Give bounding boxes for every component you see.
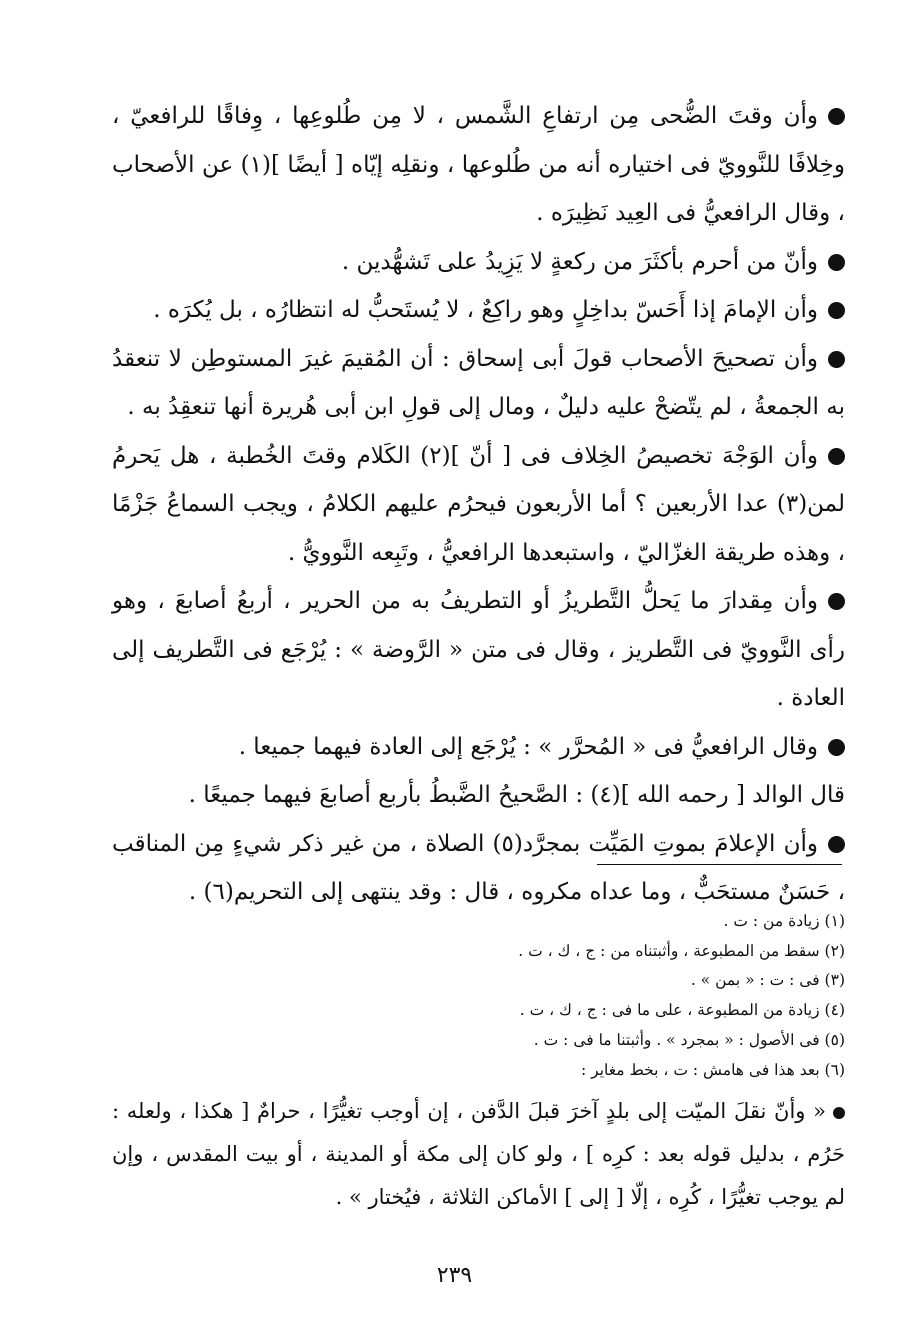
footnote-4: (٤) زيادة من المطبوعة ، على ما فى : ج ، ك ، ت . [519, 1001, 845, 1020]
bullet-icon [828, 448, 845, 465]
paragraph-3 [112, 286, 845, 335]
paragraph-text: وقال الرافعيُّ فى « المُحرَّر » : يُرْجَع إلى العادة فيهما جميعا . [238, 733, 818, 760]
paragraph-6 [112, 577, 845, 723]
paragraph-8 [112, 771, 845, 820]
page-number: ٢٣٩ [436, 1263, 473, 1288]
main-text [112, 92, 845, 917]
paragraph-text: وأن مِقدارَ ما يَحلُّ التَّطريزُ أو التطريفُ به من الحرير ، أربعُ أصابعَ ، وهو رأى النَّوويّ فى التَّطريز ، وقال فى متن « الرَّوضة » : يُرْجَع فى التَّطريف إلى العادة . [112, 588, 845, 711]
footnote-3: (٣) فى : ت : « بمن » . [690, 971, 845, 990]
paragraph-text: وأن الإمامَ إذا أَحَسّ بداخِلٍ وهو راكِعٌ ، لا يُستَحبُّ له انتظارُه ، بل يُكرَه . [153, 297, 818, 323]
footnote-5: (٥) فى الأصول : « بمجرد » . وأثبتنا ما فى : ت . [533, 1030, 845, 1049]
paragraph-text: وأن الوَجْهَ تخصيصُ الخِلاف فى [ أنّ ](٢) الكَلام وقتَ الخُطبة ، هل يَحرمُ لمن(٣) عدا الأربعين ؟ أما الأربعون فيحرُم عليهم الكلامُ ، ويجب السماعُ جَزْمًا ، وهذه طريقة الغزّاليّ ، واستبعدها الرافعيُّ ، وتَبِعه النَّوويُّ . [112, 442, 845, 566]
bullet-icon [828, 593, 845, 610]
paragraph-1 [112, 92, 845, 238]
bullet-icon [828, 351, 845, 368]
bullet-icon [828, 836, 845, 853]
bullet-icon [828, 254, 845, 271]
paragraph-text: وأن تصحيحَ الأصحاب قولَ أبى إسحاق : أن المُقيمَ غيرَ المستوطِن لا تنعقدُ به الجمعةُ ، لم يتّضحْ عليه دليلٌ ، ومال إلى قولِ ابن أبى هُريرة أنها تنعقِدُ به . [112, 345, 845, 420]
paragraph-4 [112, 335, 845, 432]
footnote-continuation [112, 1090, 845, 1219]
paragraph-5 [112, 432, 845, 578]
footnote-continuation-paragraph [112, 1090, 845, 1219]
paragraph-7 [112, 723, 845, 772]
paragraph-text: وأنّ من أحرم بأكثَرَ من ركعةٍ لا يَزِيدُ على تَشهُّدين . [341, 248, 818, 275]
footnotes [105, 907, 845, 1085]
bullet-icon [833, 1107, 845, 1119]
footnote-2: (٢) سقط من المطبوعة ، وأثبتناه من : ج ، ك ، ت . [518, 941, 845, 960]
bullet-icon [828, 302, 845, 319]
bullet-icon [828, 739, 845, 756]
paragraph-9 [112, 820, 845, 917]
paragraph-text: وأن الإعلامَ بموتِ المَيِّت بمجرَّد(٥) الصلاة ، من غير ذكر شيءٍ مِن المناقب ، حَسَنٌ مستحَبٌّ ، وما عداه مكروه ، قال : وقد ينتهى إلى التحريم(٦) . [112, 830, 845, 905]
footnote-1: (١) زيادة من : ت . [723, 912, 845, 930]
paragraph-2 [112, 238, 845, 287]
footnote-divider [597, 864, 842, 865]
paragraph-text: قال الوالد [ رحمه الله ](٤) : الصَّحيحُ الضَّبطُ بأربع أصابعَ فيهما جميعًا . [188, 782, 845, 808]
bullet-icon [828, 108, 845, 125]
paragraph-text: وأن وقتَ الضُّحى مِن ارتفاعِ الشَّمس ، لا مِن طُلوعِها ، وِفاقًا للرافعيّ ، وخِلافًا للنَّوويّ فى اختياره أنه من طُلوعها ، ونقلِه إيّاه [ أيضًا ](١) عن الأصحاب ، وقال الرافعيُّ فى العِيد نَظِيرَه . [112, 103, 845, 226]
footnote-continuation-text: « وأنّ نقلَ الميّت إلى بلدٍ آخرَ قبلَ الدَّفن ، إن أوجب تغيُّرًا ، حرامٌ [ هكذا ، ولعله : حَرُم ، بدليل قوله بعد : كرِه ] ، ولو كان إلى مكة أو المدينة ، أو بيت المقدس ، وإن لم يوجب تغيُّرًا ، كُرِه ، إلّا [ إلى ] الأماكن الثلاثة ، فيُختار » . [112, 1099, 845, 1209]
footnote-6: (٦) بعد هذا فى هامش : ت ، بخط مغاير : [581, 1060, 845, 1079]
